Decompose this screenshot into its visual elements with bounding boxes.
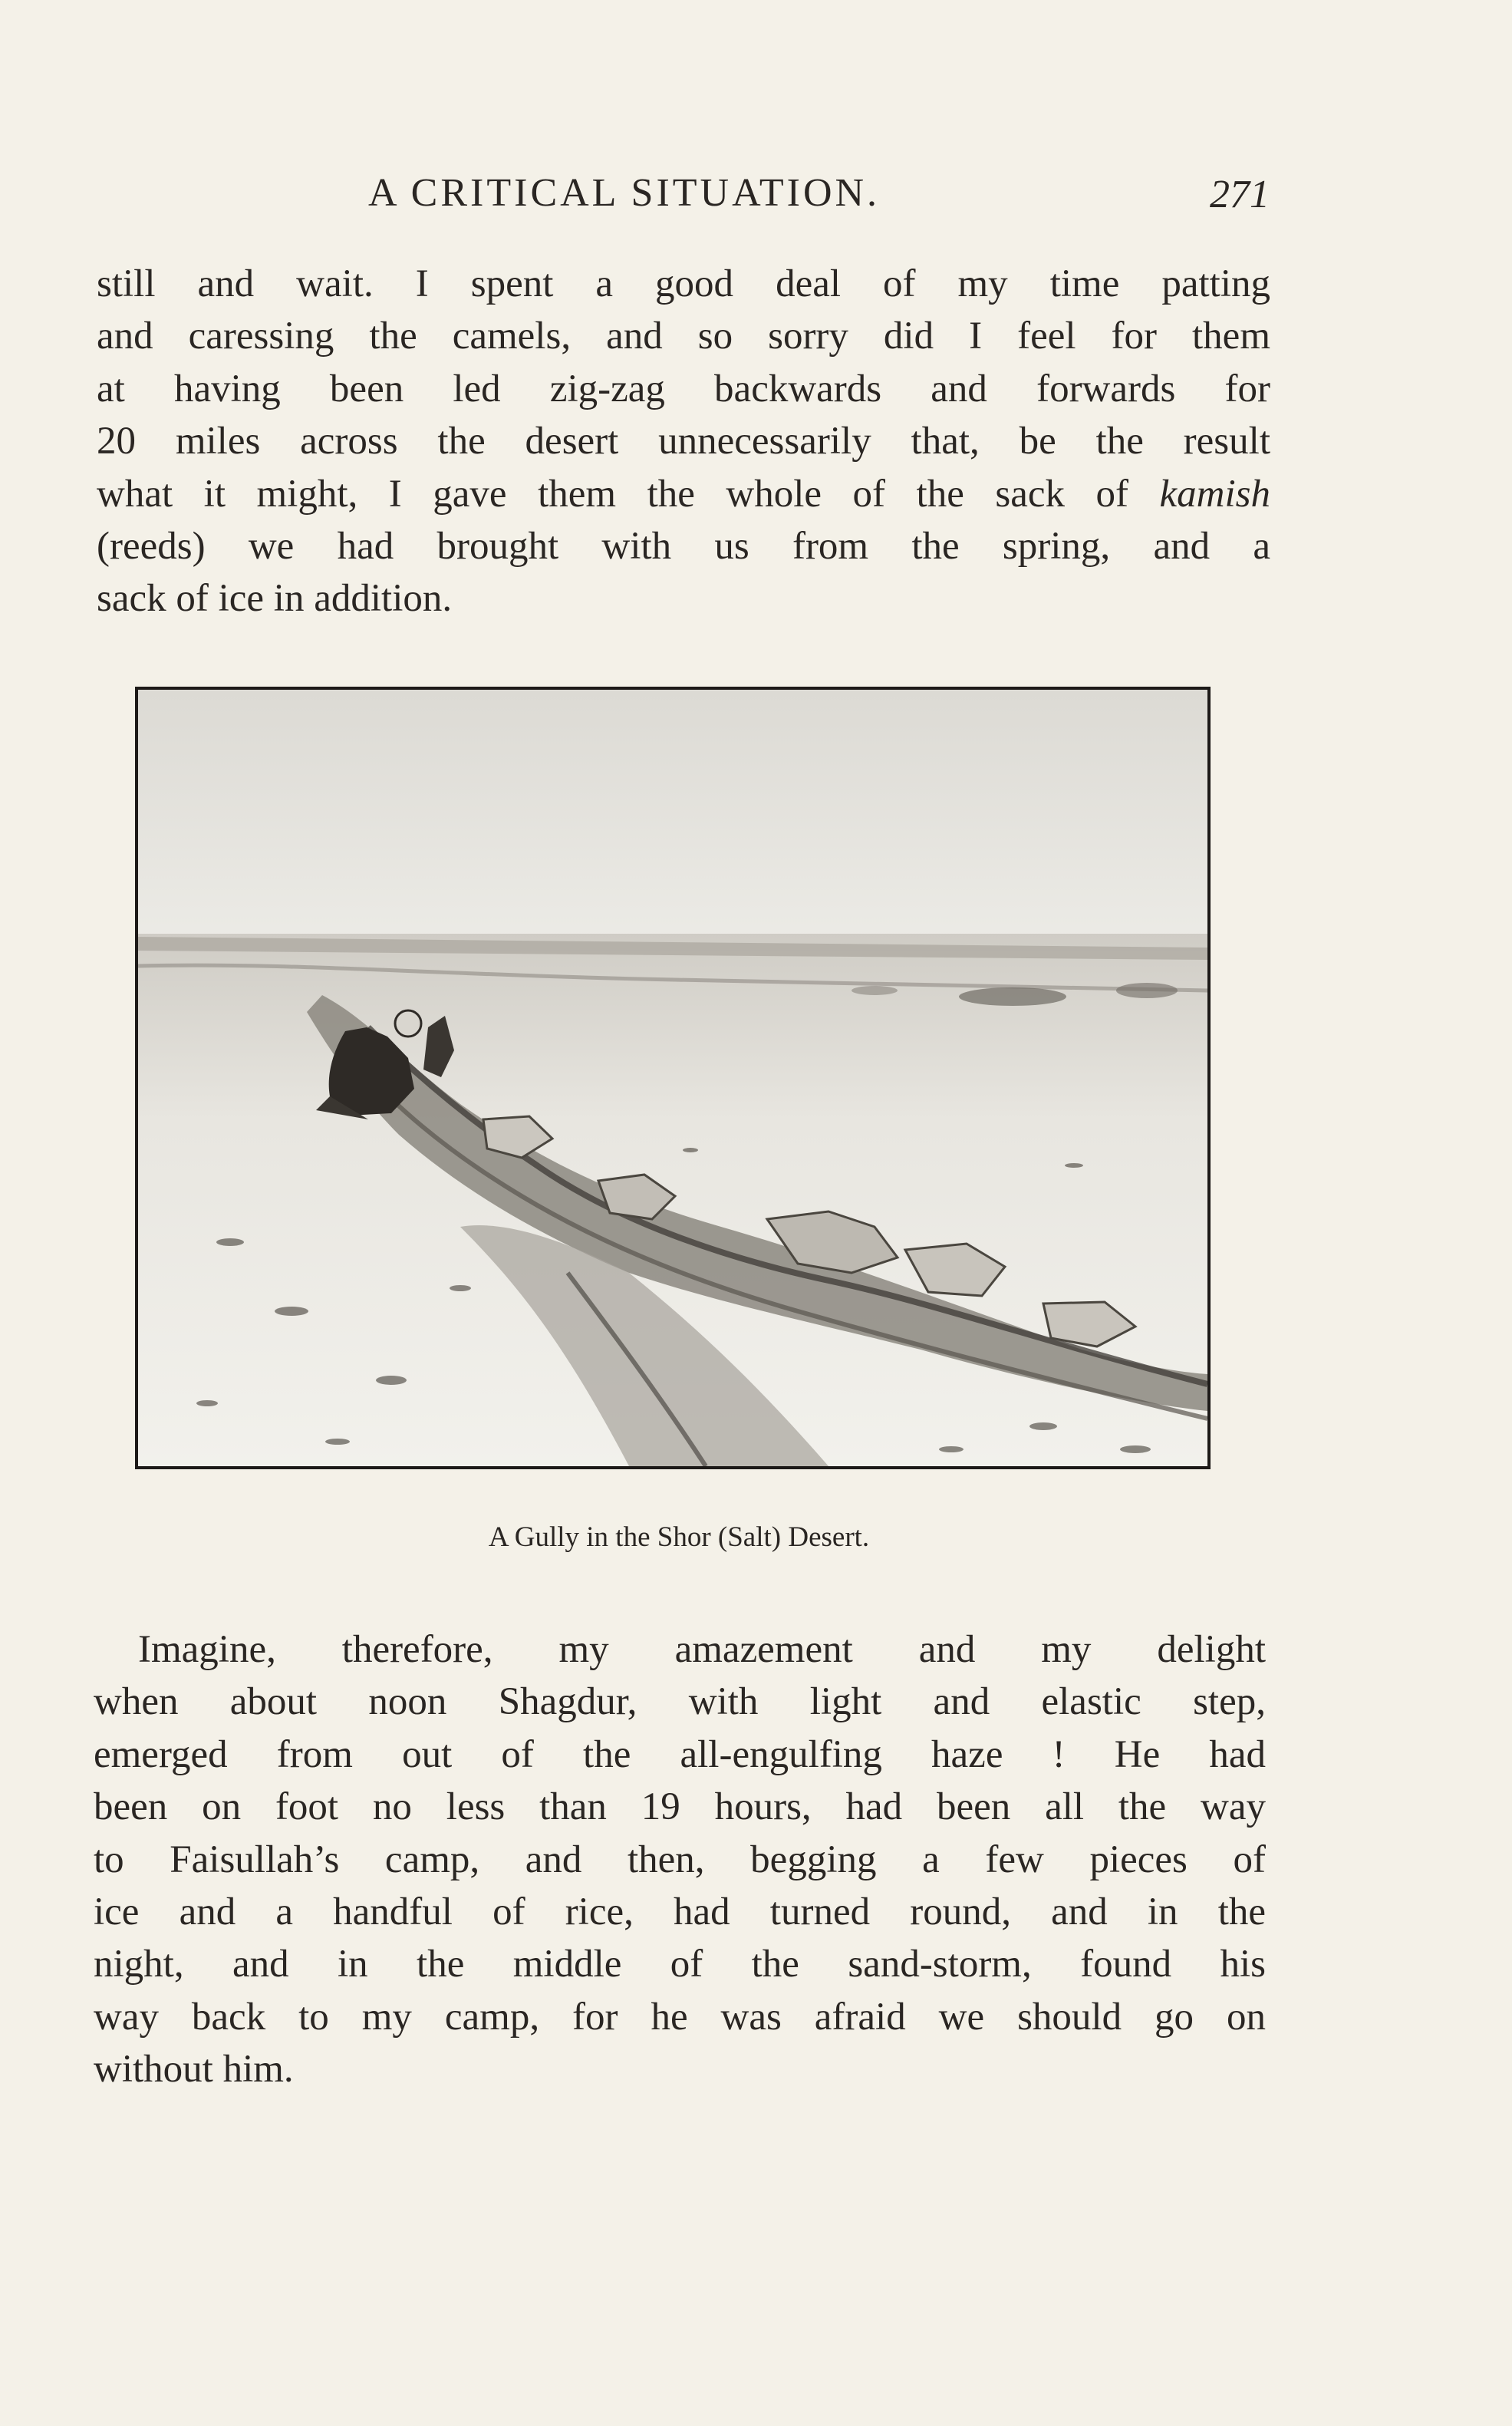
paragraph-2-line: emerged from out of the all-engulfing haze ! He had <box>94 1732 1266 1776</box>
figure-caption: A Gully in the Shor (Salt) Desert. <box>488 1521 870 1553</box>
photo-gully-salt-desert <box>135 687 1211 1469</box>
paragraph-2 <box>94 1623 1266 2096</box>
paragraph-2-line: ice and a handful of rice, had turned round, and in the <box>94 1890 1266 1934</box>
paragraph-2-line: night, and in the middle of the sand-storm, found his <box>94 1943 1266 1986</box>
paragraph-1-line: sack of ice in addition. <box>97 577 453 621</box>
paragraph-1-line: (reeds) we had brought with us from the spring, and a <box>97 525 1270 569</box>
italic-word-kamish: kamish <box>1159 472 1271 516</box>
paragraph-2-line: to Faisullah’s camp, and then, begging a few pieces of <box>94 1838 1266 1881</box>
paragraph-2-line: when about noon Shagdur, with light and elastic step, <box>94 1680 1266 1724</box>
paragraph-1-line: still and wait. I spent a good deal of my time patting <box>97 262 1270 305</box>
paragraph-2-line: Imagine, therefore, my amazement and my delight <box>138 1628 1266 1671</box>
paragraph-1-line: at having been led zig-zag backwards and forwards for <box>97 367 1270 410</box>
running-head <box>0 170 1512 224</box>
paragraph-2-line: without him. <box>94 2048 294 2091</box>
paragraph-1-line: 20 miles across the desert unnecessarily that, be the result <box>97 420 1270 463</box>
paragraph-2-line: way back to my camp, for he was afraid we should go on <box>94 1995 1266 2039</box>
paragraph-1-line: and caressing the camels, and so sorry did I feel for them <box>97 315 1270 358</box>
paragraph-1-line-text: what it might, I gave them the whole of the sack of <box>97 472 1128 516</box>
running-title: A CRITICAL SITUATION. <box>368 171 881 215</box>
paragraph-1-line-with-italic <box>97 468 1270 520</box>
page-number: 271 <box>1210 173 1270 216</box>
photo-illustration <box>138 690 1207 1466</box>
paragraph-1 <box>97 258 1270 625</box>
paragraph-2-line: been on foot no less than 19 hours, had been all the way <box>94 1785 1266 1829</box>
